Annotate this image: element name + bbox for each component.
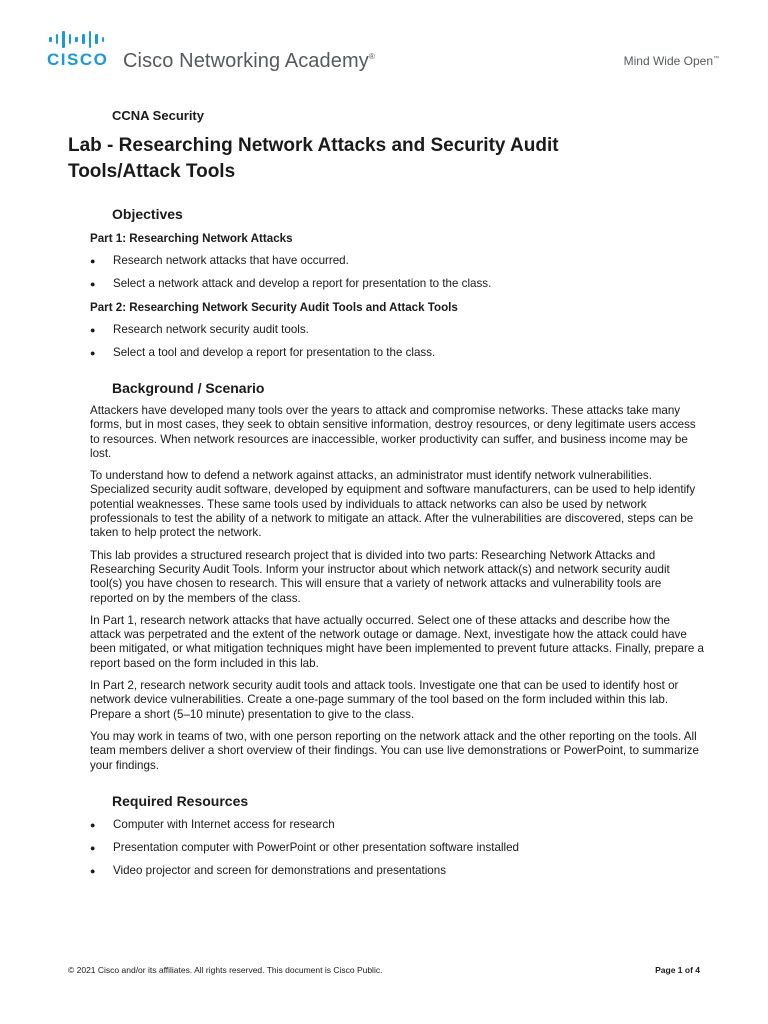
page-header <box>0 0 768 90</box>
resources-list <box>68 818 704 878</box>
page-title: Lab - Researching Network Attacks and Security Audit Tools/Attack Tools <box>68 135 559 182</box>
document-body <box>68 108 704 878</box>
bullet-icon: ● <box>90 842 96 853</box>
page-number: Page 1 of 4 <box>655 965 700 975</box>
bullet-icon: ● <box>90 256 96 266</box>
cisco-logo <box>47 30 109 69</box>
objectives-heading: Objectives <box>112 206 183 222</box>
tagline: Mind Wide Open™ <box>623 54 719 68</box>
background-paragraph: To understand how to defend a network against attacks, an administrator must identify network vulnerabilities. Specialized security audit software, developed by equipment and software manufacturers, can be used to help identify potential weaknesses. These same tools used by individuals to attack networks can also be used by network professionals to test the ability of a network to mitigate an attack. After the vulnerabilities are discovered, steps can be taken to help protect the network. <box>90 469 696 540</box>
background-heading: Background / Scenario <box>112 380 265 396</box>
background-paragraph: Attackers have developed many tools over the years to attack and compromise networks. These attacks take many forms, but in most cases, they seek to obtain sensitive information, destroy resources, or deny legitimate users access to resources. When network resources are inaccessible, worker productivity can suffer, and business income may be lost. <box>90 404 696 460</box>
list-item: ● Research network attacks that have occurred. <box>90 254 349 267</box>
background-paragraph: In Part 2, research network security audit tools and attack tools. Investigate one that can be used to identify host or network device vulnerabilities. Create a one-page summary of the tool based on the form included within this lab. Prepare a short (5–10 minute) presentation to give to the class. <box>90 679 679 721</box>
list-item: ● Computer with Internet access for research <box>90 817 335 831</box>
resources-heading: Required Resources <box>112 792 249 809</box>
background-paragraph: You may work in teams of two, with one person reporting on the network attack and the other reporting on the tools. All team members deliver a short overview of their findings. You can use live demonstrations or PowerPoint, to summarize your findings. <box>90 729 699 772</box>
background-paragraph: In Part 1, research network attacks that have actually occurred. Select one of these attacks and describe how the attack was perpetrated and the extent of the network outage or damage. Next, investigate how the attack could have been mitigated, or what mitigation techniques might have been implemented to prevent future attacks. Finally, prepare a report based on the form included in this lab. <box>90 613 704 670</box>
bullet-icon: ● <box>90 865 96 876</box>
copyright-notice: © 2021 Cisco and/or its affiliates. All rights reserved. This document is Cisco Public. <box>68 965 383 975</box>
list-item: ● Video projector and screen for demonstrations and presentations <box>90 863 446 877</box>
part1-list <box>68 254 704 291</box>
part2-heading: Part 2: Researching Network Security Audit Tools and Attack Tools <box>90 301 458 314</box>
bullet-icon: ● <box>90 325 96 335</box>
bullet-icon: ● <box>90 819 96 830</box>
list-item: ● Select a tool and develop a report for presentation to the class. <box>90 346 436 359</box>
bullet-icon: ● <box>90 279 96 289</box>
part1-heading: Part 1: Researching Network Attacks <box>90 232 293 245</box>
academy-name: Cisco Networking Academy® <box>123 50 375 72</box>
course-name: CCNA Security <box>112 108 204 123</box>
background-paragraph: This lab provides a structured research project that is divided into two parts: Researching Network Attacks and Researching Security Audit Tools. Inform your instructor about which network attack(s) and network security audit tool(s) you have chosen to research. This will ensure that a variety of network attacks and vulnerability tools are reported on by the members of the class. <box>90 548 670 605</box>
list-item: ● Research network security audit tools. <box>90 323 309 336</box>
cisco-wordmark: CISCO <box>47 50 109 69</box>
part2-list <box>68 323 704 360</box>
bullet-icon: ● <box>90 348 96 358</box>
list-item: ● Presentation computer with PowerPoint or other presentation software installed <box>90 840 519 854</box>
list-item: ● Select a network attack and develop a report for presentation to the class. <box>90 277 492 290</box>
cisco-bars-logo-icon <box>49 30 104 48</box>
